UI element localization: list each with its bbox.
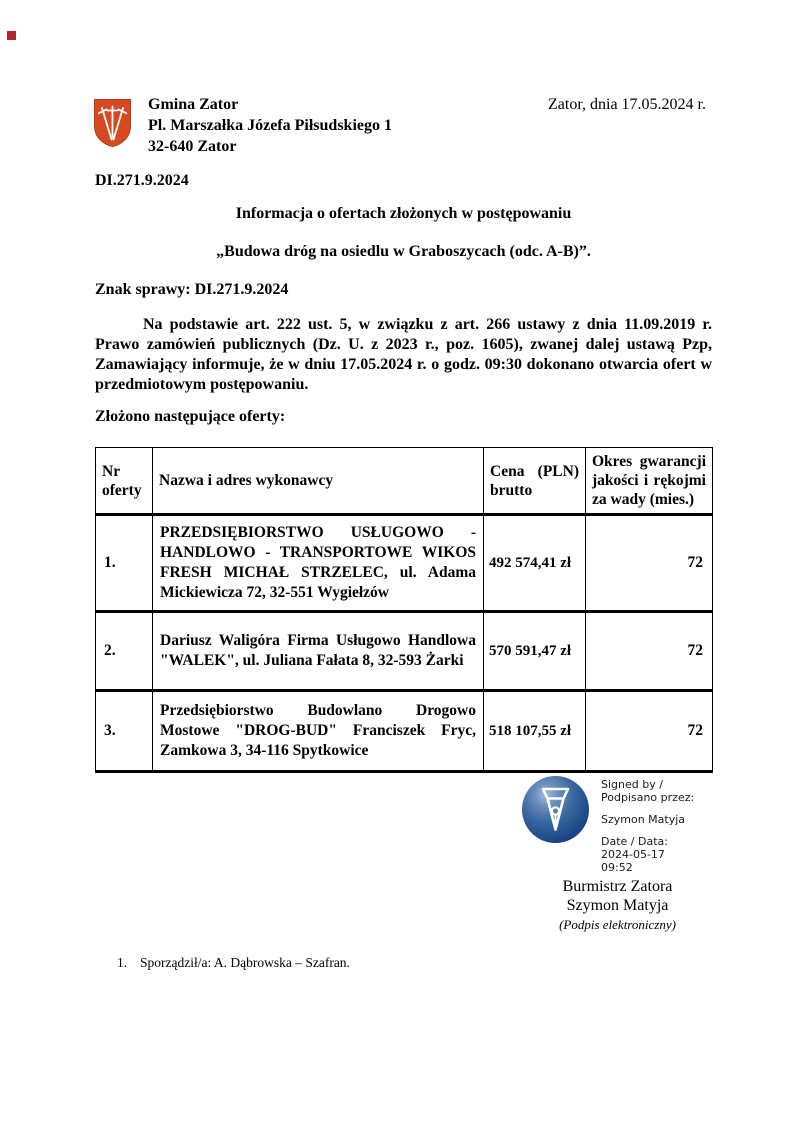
offer-number-cell: 2. [96,612,153,691]
footer-note [117,955,350,971]
org-address-line1: Pl. Marszałka Józefa Piłsudskiego 1 [148,117,392,134]
contractor-cell: Przedsiębiorstwo Budowlano Drogowo Mostowe "DROG-BUD" Franciszek Fryc, Zamkowa 3, 34-116 Spytkowice [153,691,484,772]
table-row [96,515,713,612]
stamp-time-value: 09:52 [601,861,633,874]
stamp-date-label: Date / Data: [601,835,668,848]
warranty-cell: 72 [586,612,713,691]
offer-number-cell: 1. [96,515,153,612]
offers-intro: Złożono następujące oferty: [95,408,286,425]
table-header-row [96,448,713,515]
document-subtitle: „Budowa dróg na osiedlu w Graboszycach (odc. A-B)”. [216,243,591,260]
signature-pen-icon [522,776,589,843]
sender-address-block [148,94,392,157]
col-header-contractor: Nazwa i adres wykonawcy [153,448,484,515]
stamp-date-value: 2024-05-17 [601,848,665,861]
case-reference: Znak sprawy: DI.271.9.2024 [95,281,289,298]
footnote-number: 1. [117,955,128,970]
price-cell: 492 574,41 zł [484,515,586,612]
footnote-text: Sporządził/a: A. Dąbrowska – Szafran. [140,955,350,970]
body-paragraph: Na podstawie art. 222 ust. 5, w związku z art. 266 ustawy z dnia 11.09.2019 r. Prawo zamówień publicznych (Dz. U. z 2023 r., poz. 1605), zwanej dalej ustawą Pzp, Zamawiający informuje, że w dniu 17.05.2024 r. o godz. 09:30 dokonano otwarcia ofert w przedmiotowym postępowaniu. [95,316,712,393]
signature-block [530,877,705,934]
electronic-signature-stamp [522,776,711,874]
offers-table [95,447,713,773]
col-header-offer-number: Nr oferty [96,448,153,515]
col-header-warranty: Okres gwarancji jakości i rękojmi za wady (mies.) [586,448,713,515]
document-title: Informacja o ofertach złożonych w postępowaniu [235,205,572,222]
signer-title: Burmistrz Zatora [562,878,673,895]
contractor-cell: PRZEDSIĘBIORSTWO USŁUGOWO - HANDLOWO - TRANSPORTOWE WIKOS FRESH MICHAŁ STRZELEC, ul. Adama Mickiewicza 72, 32-551 Wygiełzów [153,515,484,612]
table-row [96,691,713,772]
warranty-cell: 72 [586,691,713,772]
signed-by-label-pl: Podpisano przez: [601,791,695,804]
table-row [96,612,713,691]
signature-note: (Podpis elektroniczny) [559,917,676,932]
offer-number-cell: 3. [96,691,153,772]
warranty-cell: 72 [586,515,713,612]
place-date-line: Zator, dnia 17.05.2024 r. [548,96,706,113]
corner-marker [7,31,16,40]
org-address-line2: 32-640 Zator [148,138,237,155]
price-cell: 570 591,47 zł [484,612,586,691]
contractor-cell: Dariusz Waligóra Firma Usługowo Handlowa "WALEK", ul. Juliana Fałata 8, 32-593 Żarki [153,612,484,691]
stamp-signer-name: Szymon Matyja [601,813,686,826]
signed-by-label-en: Signed by / [601,778,663,791]
price-cell: 518 107,55 zł [484,691,586,772]
org-name: Gmina Zator [148,96,239,113]
col-header-price: Cena (PLN) brutto [484,448,586,515]
signature-stamp-text [601,776,711,874]
zator-coat-of-arms-icon [93,98,132,148]
signer-name: Szymon Matyja [566,897,669,914]
case-number: DI.271.9.2024 [95,172,189,189]
